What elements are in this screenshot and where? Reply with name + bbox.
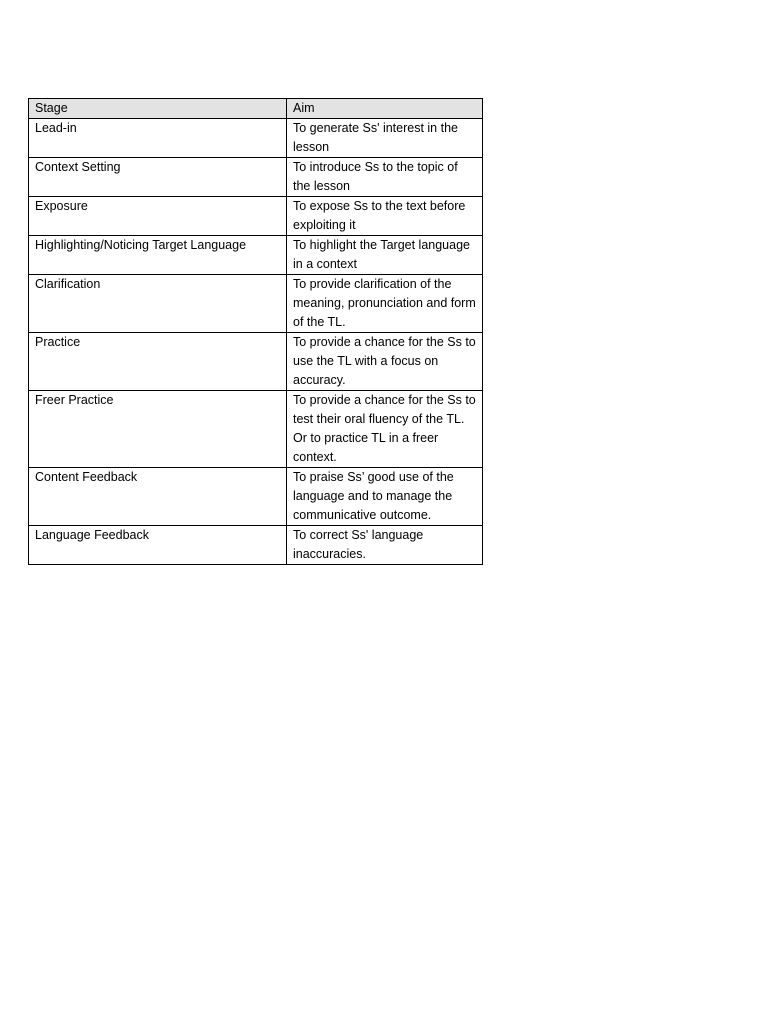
table-row: [29, 197, 483, 236]
header-stage: Stage: [29, 99, 287, 119]
table-row: [29, 526, 483, 565]
stage-cell: Highlighting/Noticing Target Language: [29, 236, 287, 275]
aim-cell: To provide a chance for the Ss to test their oral fluency of the TL. Or to practice TL in a freer context.: [287, 391, 483, 468]
aim-cell: To praise Ss’ good use of the language and to manage the communicative outcome.: [287, 468, 483, 526]
lesson-stages-table: [28, 98, 483, 565]
stage-cell: Exposure: [29, 197, 287, 236]
aim-cell: To expose Ss to the text before exploiting it: [287, 197, 483, 236]
table-row: [29, 119, 483, 158]
stage-cell: Practice: [29, 333, 287, 391]
table-body: [29, 119, 483, 565]
aim-cell: To provide clarification of the meaning, pronunciation and form of the TL.: [287, 275, 483, 333]
header-row: [29, 99, 483, 119]
table-row: [29, 468, 483, 526]
aim-cell: To highlight the Target language in a context: [287, 236, 483, 275]
stage-cell: Context Setting: [29, 158, 287, 197]
header-aim: Aim: [287, 99, 483, 119]
table-row: [29, 391, 483, 468]
stage-cell: Clarification: [29, 275, 287, 333]
stage-cell: Language Feedback: [29, 526, 287, 565]
table-row: [29, 275, 483, 333]
stage-cell: Lead-in: [29, 119, 287, 158]
table-row: [29, 236, 483, 275]
aim-cell: To introduce Ss to the topic of the lesson: [287, 158, 483, 197]
table-header: [29, 99, 483, 119]
table-row: [29, 158, 483, 197]
aim-cell: To correct Ss' language inaccuracies.: [287, 526, 483, 565]
stage-cell: Freer Practice: [29, 391, 287, 468]
stage-cell: Content Feedback: [29, 468, 287, 526]
table-row: [29, 333, 483, 391]
aim-cell: To generate Ss' interest in the lesson: [287, 119, 483, 158]
aim-cell: To provide a chance for the Ss to use the TL with a focus on accuracy.: [287, 333, 483, 391]
